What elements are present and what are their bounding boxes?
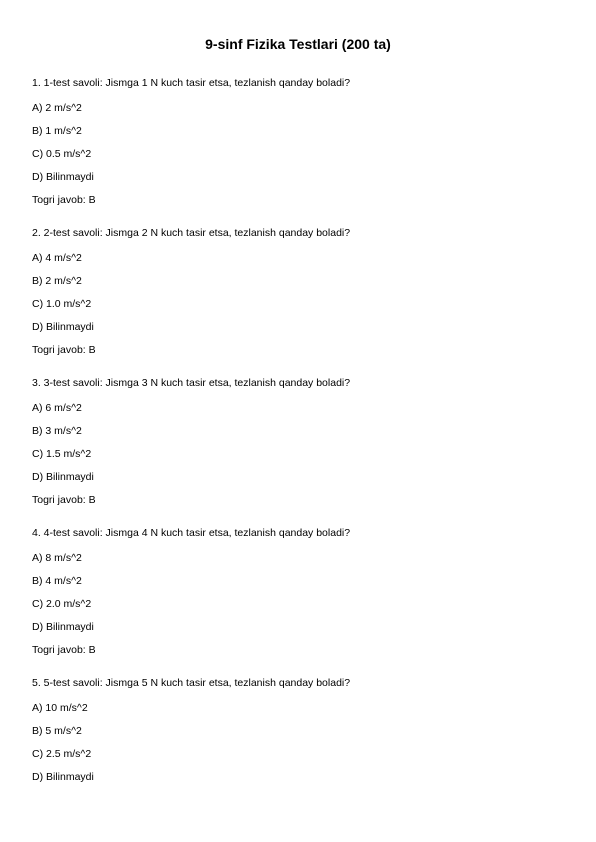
option-c: C) 0.5 m/s^2 bbox=[32, 148, 92, 160]
question-block-2 bbox=[32, 227, 572, 377]
correct-answer: Togri javob: B bbox=[32, 194, 96, 206]
option-a: A) 6 m/s^2 bbox=[32, 402, 82, 414]
option-c: C) 1.5 m/s^2 bbox=[32, 448, 92, 460]
option-b: B) 2 m/s^2 bbox=[32, 275, 82, 287]
option-a: A) 4 m/s^2 bbox=[32, 252, 82, 264]
option-d: D) Bilinmaydi bbox=[32, 771, 94, 783]
page-title: 9-sinf Fizika Testlari (200 ta) bbox=[205, 36, 391, 52]
option-c: C) 2.5 m/s^2 bbox=[32, 748, 92, 760]
option-a: A) 10 m/s^2 bbox=[32, 702, 88, 714]
question-block-4 bbox=[32, 527, 572, 677]
option-d: D) Bilinmaydi bbox=[32, 621, 94, 633]
question-text: 4. 4-test savoli: Jismga 4 N kuch tasir etsa, tezlanish qanday boladi? bbox=[32, 527, 351, 539]
option-b: B) 5 m/s^2 bbox=[32, 725, 82, 737]
option-d: D) Bilinmaydi bbox=[32, 321, 94, 333]
option-a: A) 2 m/s^2 bbox=[32, 102, 82, 114]
correct-answer: Togri javob: B bbox=[32, 344, 96, 356]
option-b: B) 3 m/s^2 bbox=[32, 425, 82, 437]
question-text: 1. 1-test savoli: Jismga 1 N kuch tasir etsa, tezlanish qanday boladi? bbox=[32, 77, 351, 89]
option-a: A) 8 m/s^2 bbox=[32, 552, 82, 564]
option-c: C) 2.0 m/s^2 bbox=[32, 598, 92, 610]
option-c: C) 1.0 m/s^2 bbox=[32, 298, 92, 310]
question-text: 3. 3-test savoli: Jismga 3 N kuch tasir etsa, tezlanish qanday boladi? bbox=[32, 377, 351, 389]
option-d: D) Bilinmaydi bbox=[32, 471, 94, 483]
correct-answer: Togri javob: B bbox=[32, 644, 96, 656]
question-block-1 bbox=[32, 77, 572, 227]
question-block-5 bbox=[32, 677, 572, 827]
correct-answer: Togri javob: B bbox=[32, 494, 96, 506]
question-text: 5. 5-test savoli: Jismga 5 N kuch tasir etsa, tezlanish qanday boladi? bbox=[32, 677, 351, 689]
question-block-3 bbox=[32, 377, 572, 527]
question-list bbox=[32, 77, 572, 827]
option-d: D) Bilinmaydi bbox=[32, 171, 94, 183]
question-text: 2. 2-test savoli: Jismga 2 N kuch tasir etsa, tezlanish qanday boladi? bbox=[32, 227, 351, 239]
option-b: B) 1 m/s^2 bbox=[32, 125, 82, 137]
option-b: B) 4 m/s^2 bbox=[32, 575, 82, 587]
